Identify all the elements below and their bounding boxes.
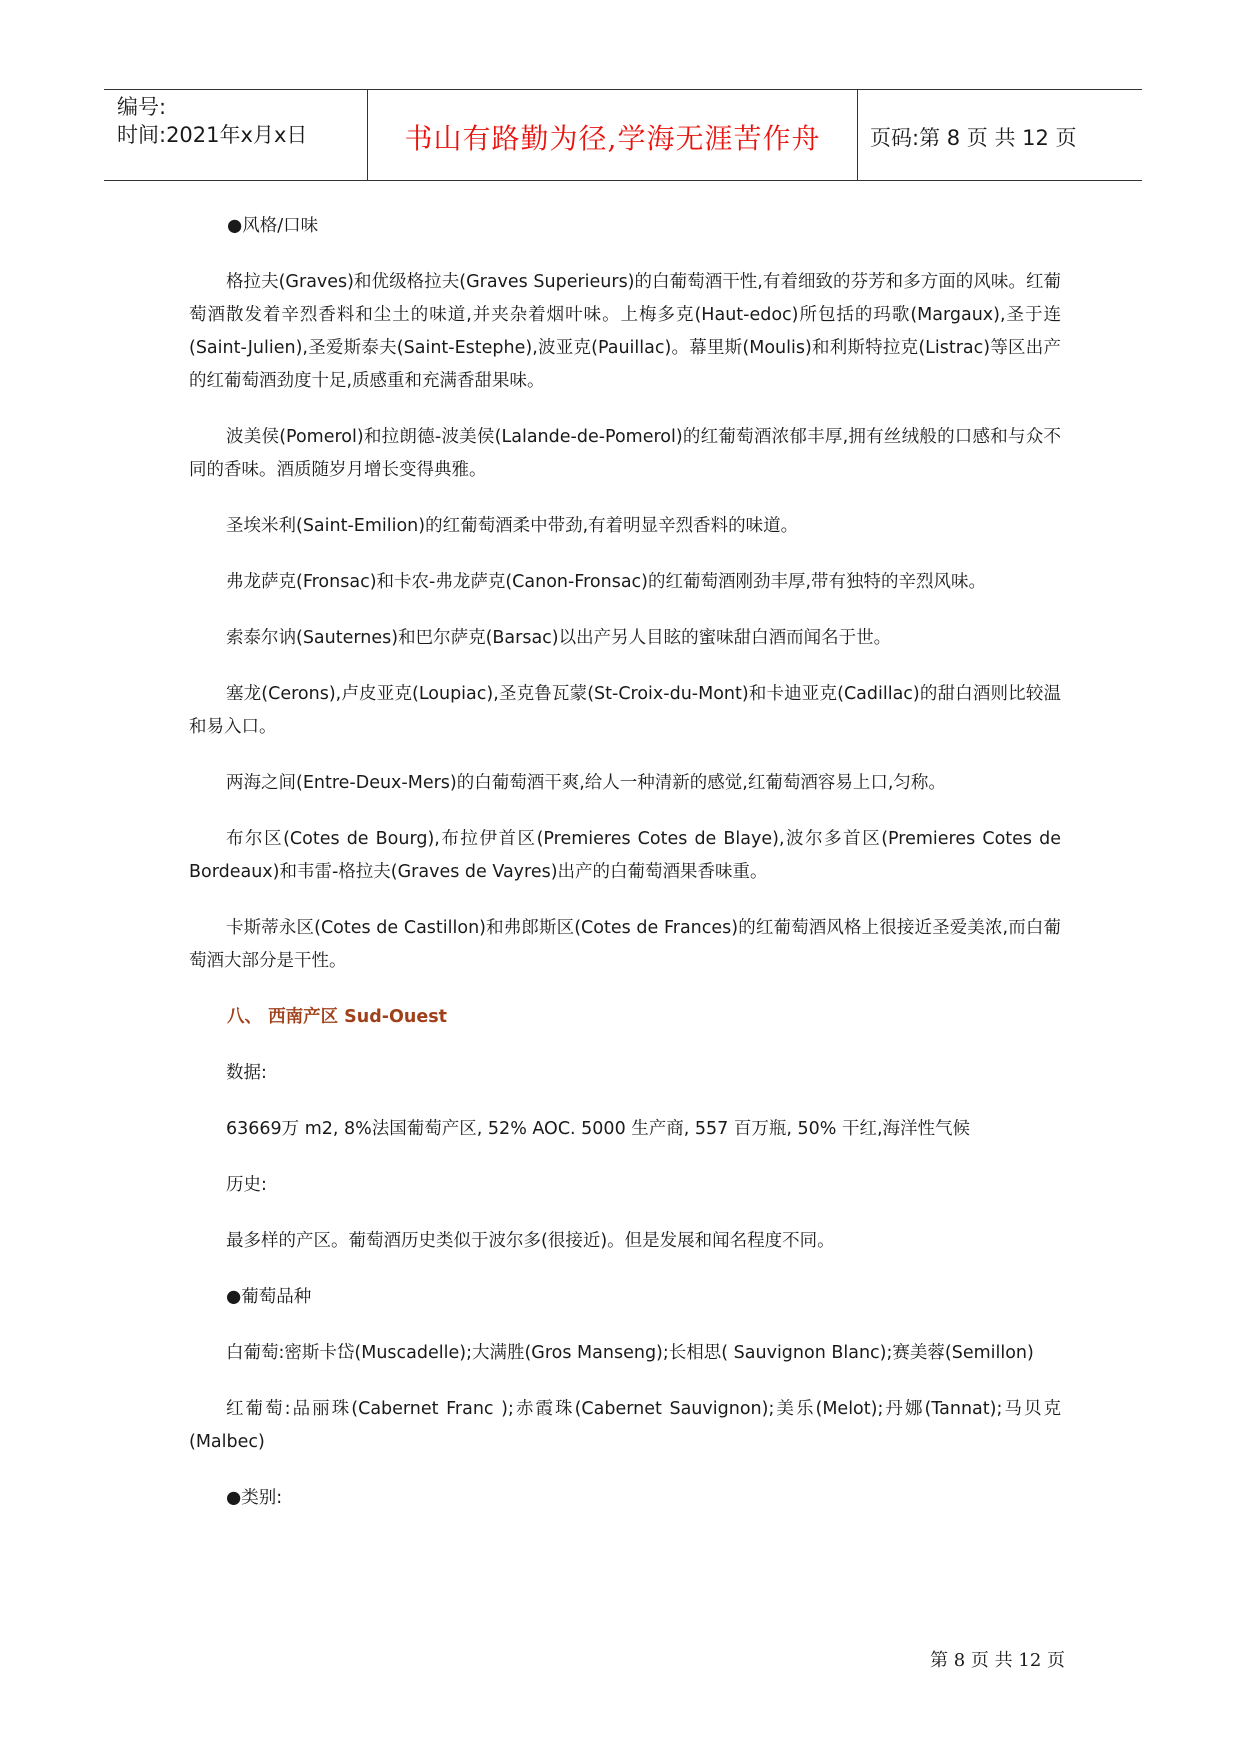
- paragraph: 63669万 m2, 8%法国葡萄产区, 52% AOC. 5000 生产商, 557 百万瓶, 50% 干红,海洋性气候: [226, 1119, 971, 1139]
- number-label: 编号:: [117, 95, 167, 119]
- header-motto: 书山有路勤为径,学海无涯苦作舟: [368, 90, 858, 180]
- paragraph: 索泰尔讷(Sauternes)和巴尔萨克(Barsac)以出产另人目眩的蜜味甜白酒而闻名于世。: [226, 628, 892, 648]
- paragraph: 圣埃米利(Saint-Emilion)的红葡萄酒柔中带劲,有着明显辛烈香料的味道。: [226, 516, 799, 536]
- paragraph: 塞龙(Cerons),卢皮亚克(Loupiac),圣克鲁瓦蒙(St-Croix-du-Mont)和卡迪亚克(Cadillac)的甜白酒则比较温和易入口。: [189, 684, 1061, 737]
- paragraph: ●类别:: [226, 1488, 283, 1508]
- paragraph: ●葡萄品种: [226, 1287, 312, 1307]
- paragraph: 两海之间(Entre-Deux-Mers)的白葡萄酒干爽,给人一种清新的感觉,红葡萄酒容易上口,匀称。: [226, 773, 946, 793]
- paragraph: 卡斯蒂永区(Cotes de Castillon)和弗郎斯区(Cotes de Frances)的红葡萄酒风格上很接近圣爱美浓,而白葡萄酒大部分是干性。: [189, 918, 1061, 971]
- paragraph: 红葡萄:品丽珠(Cabernet Franc );赤霞珠(Cabernet Sauvignon);美乐(Melot);丹娜(Tannat);马贝克(Malbec): [189, 1399, 1061, 1452]
- page-header: [104, 89, 1142, 181]
- paragraph: 历史:: [226, 1175, 267, 1195]
- section-heading: 八、 西南产区 Sud-Ouest: [227, 1007, 448, 1027]
- header-page-label: 页码:第 8 页 共 12 页: [870, 126, 1077, 150]
- paragraph: 数据:: [226, 1063, 267, 1083]
- time-label: 时间:2021年x月x日: [117, 123, 308, 147]
- document-body: [189, 210, 1061, 1538]
- paragraph: 最多样的产区。葡萄酒历史类似于波尔多(很接近)。但是发展和闻名程度不同。: [226, 1231, 835, 1251]
- header-meta: [104, 90, 368, 180]
- paragraph: 白葡萄:密斯卡岱(Muscadelle);大满胜(Gros Manseng);长相思( Sauvignon Blanc);赛美蓉(Semillon): [226, 1343, 1034, 1363]
- paragraph: 弗龙萨克(Fronsac)和卡农-弗龙萨克(Canon-Fronsac)的红葡萄酒刚劲丰厚,带有独特的辛烈风味。: [226, 572, 987, 592]
- paragraph: 波美侯(Pomerol)和拉朗德-波美侯(Lalande-de-Pomerol)的红葡萄酒浓郁丰厚,拥有丝绒般的口感和与众不同的香味。酒质随岁月增长变得典雅。: [189, 427, 1061, 480]
- paragraph: 格拉夫(Graves)和优级格拉夫(Graves Superieurs)的白葡萄酒干性,有着细致的芬芳和多方面的风味。红葡萄酒散发着辛烈香料和尘土的味道,并夹杂着烟叶味。上梅多克(Haut-edoc)所包括的玛歌(Margaux),圣于连(Saint-Julien),圣爱斯泰夫(Saint-Estephe),波亚克(Pauillac)。幕里斯(Moulis)和利斯特拉克(Listrac)等区出产的红葡萄酒劲度十足,质感重和充满香甜果味。: [189, 272, 1061, 391]
- page-footer: 第 8 页 共 12 页: [930, 1650, 1065, 1671]
- paragraph: 布尔区(Cotes de Bourg),布拉伊首区(Premieres Cotes de Blaye),波尔多首区(Premieres Cotes de Bordeaux)和韦雷-格拉夫(Graves de Vayres)出产的白葡萄酒果香味重。: [189, 829, 1061, 882]
- paragraph: ●风格/口味: [227, 216, 319, 236]
